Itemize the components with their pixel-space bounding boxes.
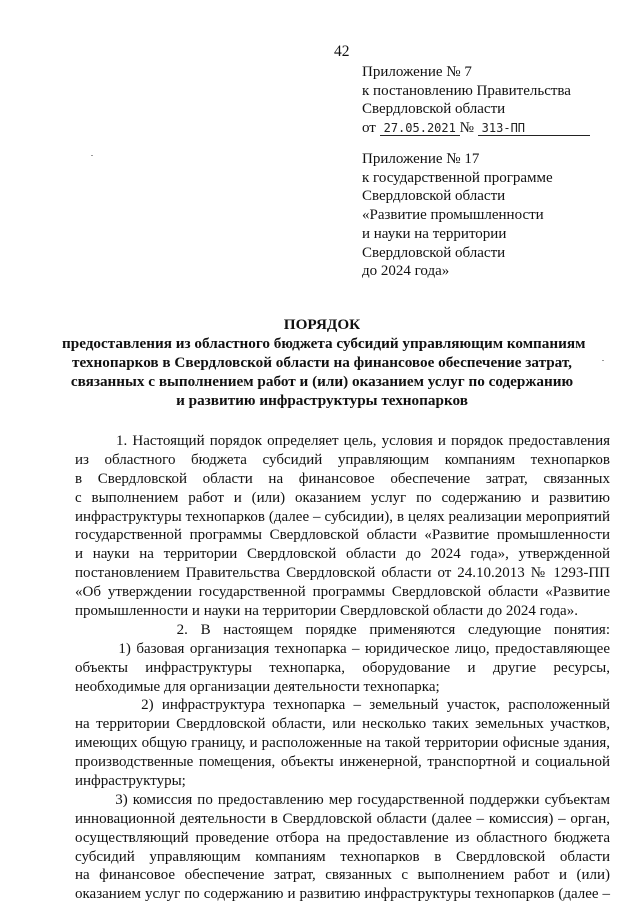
title-line: связанных с выполнением работ и (или) оказанием услуг по содержанию: [70, 373, 574, 390]
appendix-17-line: Свердловской области: [362, 188, 506, 205]
body-line: на территории Свердловской области, или несколько таких земельных участков,: [75, 716, 610, 733]
appendix-17-block: [362, 150, 553, 281]
body-line: оказанием услуг по содержанию и развитию инфраструктуры технопарков (далее –: [75, 886, 610, 903]
appendix-7-line: к постановлению Правительства: [362, 82, 571, 99]
decree-number: 313-ПП: [478, 121, 590, 136]
body-line: субсидий управляющим компаниям технопарков в Свердловской области: [75, 848, 610, 865]
appendix-17-line: Приложение № 17: [362, 151, 480, 167]
title-line: предоставления из областного бюджета субсидий управляющим компаниям: [62, 335, 586, 352]
body-line: 1) базовая организация технопарка – юридическое лицо, предоставляющее: [75, 640, 610, 657]
document-title: [62, 315, 586, 410]
decree-prefix: от: [362, 120, 376, 137]
appendix-17-line: до 2024 года»: [362, 263, 450, 280]
body-line: государственной программы Свердловской области «Развитие промышленности: [75, 527, 610, 544]
page-number: 42: [334, 43, 350, 60]
body-line: 1. Настоящий порядок определяет цель, условия и порядок предоставления: [75, 433, 610, 449]
body-line: имеющих общую границу, и расположенные на такой территории офисные здания,: [75, 735, 610, 752]
body-line: инфраструктуры;: [75, 773, 186, 790]
title-heading: ПОРЯДОК: [283, 316, 361, 333]
body-line: с выполнением работ и (или) оказанием услуг по содержанию и развитию: [75, 489, 610, 506]
appendix-17-line: «Развитие промышленности: [362, 207, 544, 224]
body-line: в Свердловской области на финансовое обеспечение затрат, связанных: [75, 470, 610, 487]
body-line: из областного бюджета субсидий управляющим компаниям технопарков: [75, 451, 610, 468]
appendix-7-block: [362, 63, 590, 138]
body-line: осуществляющий проведение отбора на предоставление из областного бюджета: [75, 829, 610, 846]
body-line: 2) инфраструктура технопарка – земельный участок, расположенный: [75, 697, 610, 714]
decree-date: 27.05.2021: [380, 121, 460, 136]
scan-speck: [602, 360, 604, 361]
body-line: постановлением Правительства Свердловской области от 24.10.2013 № 1293-ПП: [75, 565, 610, 582]
title-line: технопарков в Свердловской области на финансовое обеспечение затрат,: [72, 354, 572, 371]
scan-speck: [91, 155, 93, 156]
body-line: инфраструктуры технопарков (далее – субсидии), в целях реализации мероприятий: [75, 508, 610, 525]
body-line: промышленности и науки на территории Свердловской области до 2024 года».: [75, 603, 578, 620]
body-line: и науки на территории Свердловской области до 2024 года», утвержденной: [75, 546, 610, 563]
appendix-7-line: Свердловской области: [362, 101, 506, 118]
body-line: необходимые для организации деятельности технопарка;: [75, 678, 440, 695]
body-line: объекты инфраструктуры технопарка, оборудование и другие ресурсы,: [75, 659, 610, 676]
appendix-17-line: к государственной программе: [362, 169, 553, 186]
body-line: 2. В настоящем порядке применяются следующие понятия:: [75, 621, 610, 638]
body-line: 3) комиссия по предоставлению мер государственной поддержки субъектам: [75, 791, 610, 808]
decree-line: [362, 119, 590, 138]
body-line: «Об утверждении государственной программы Свердловской области «Развитие: [75, 584, 610, 601]
body-line: инновационной деятельности в Свердловской области (далее – комиссия) – орган,: [75, 810, 610, 827]
appendix-7-line: Приложение № 7: [362, 64, 472, 80]
appendix-17-line: и науки на территории: [362, 225, 507, 242]
body-line: на финансовое обеспечение затрат, связанных с выполнением работ и (или): [75, 867, 610, 884]
title-line: и развитию инфраструктуры технопарков: [176, 392, 468, 409]
decree-number-sign: №: [459, 120, 474, 137]
appendix-17-line: Свердловской области: [362, 244, 506, 261]
body-line: производственные помещения, объекты инженерной, транспортной и социальной: [75, 754, 610, 771]
document-body: [75, 432, 610, 904]
